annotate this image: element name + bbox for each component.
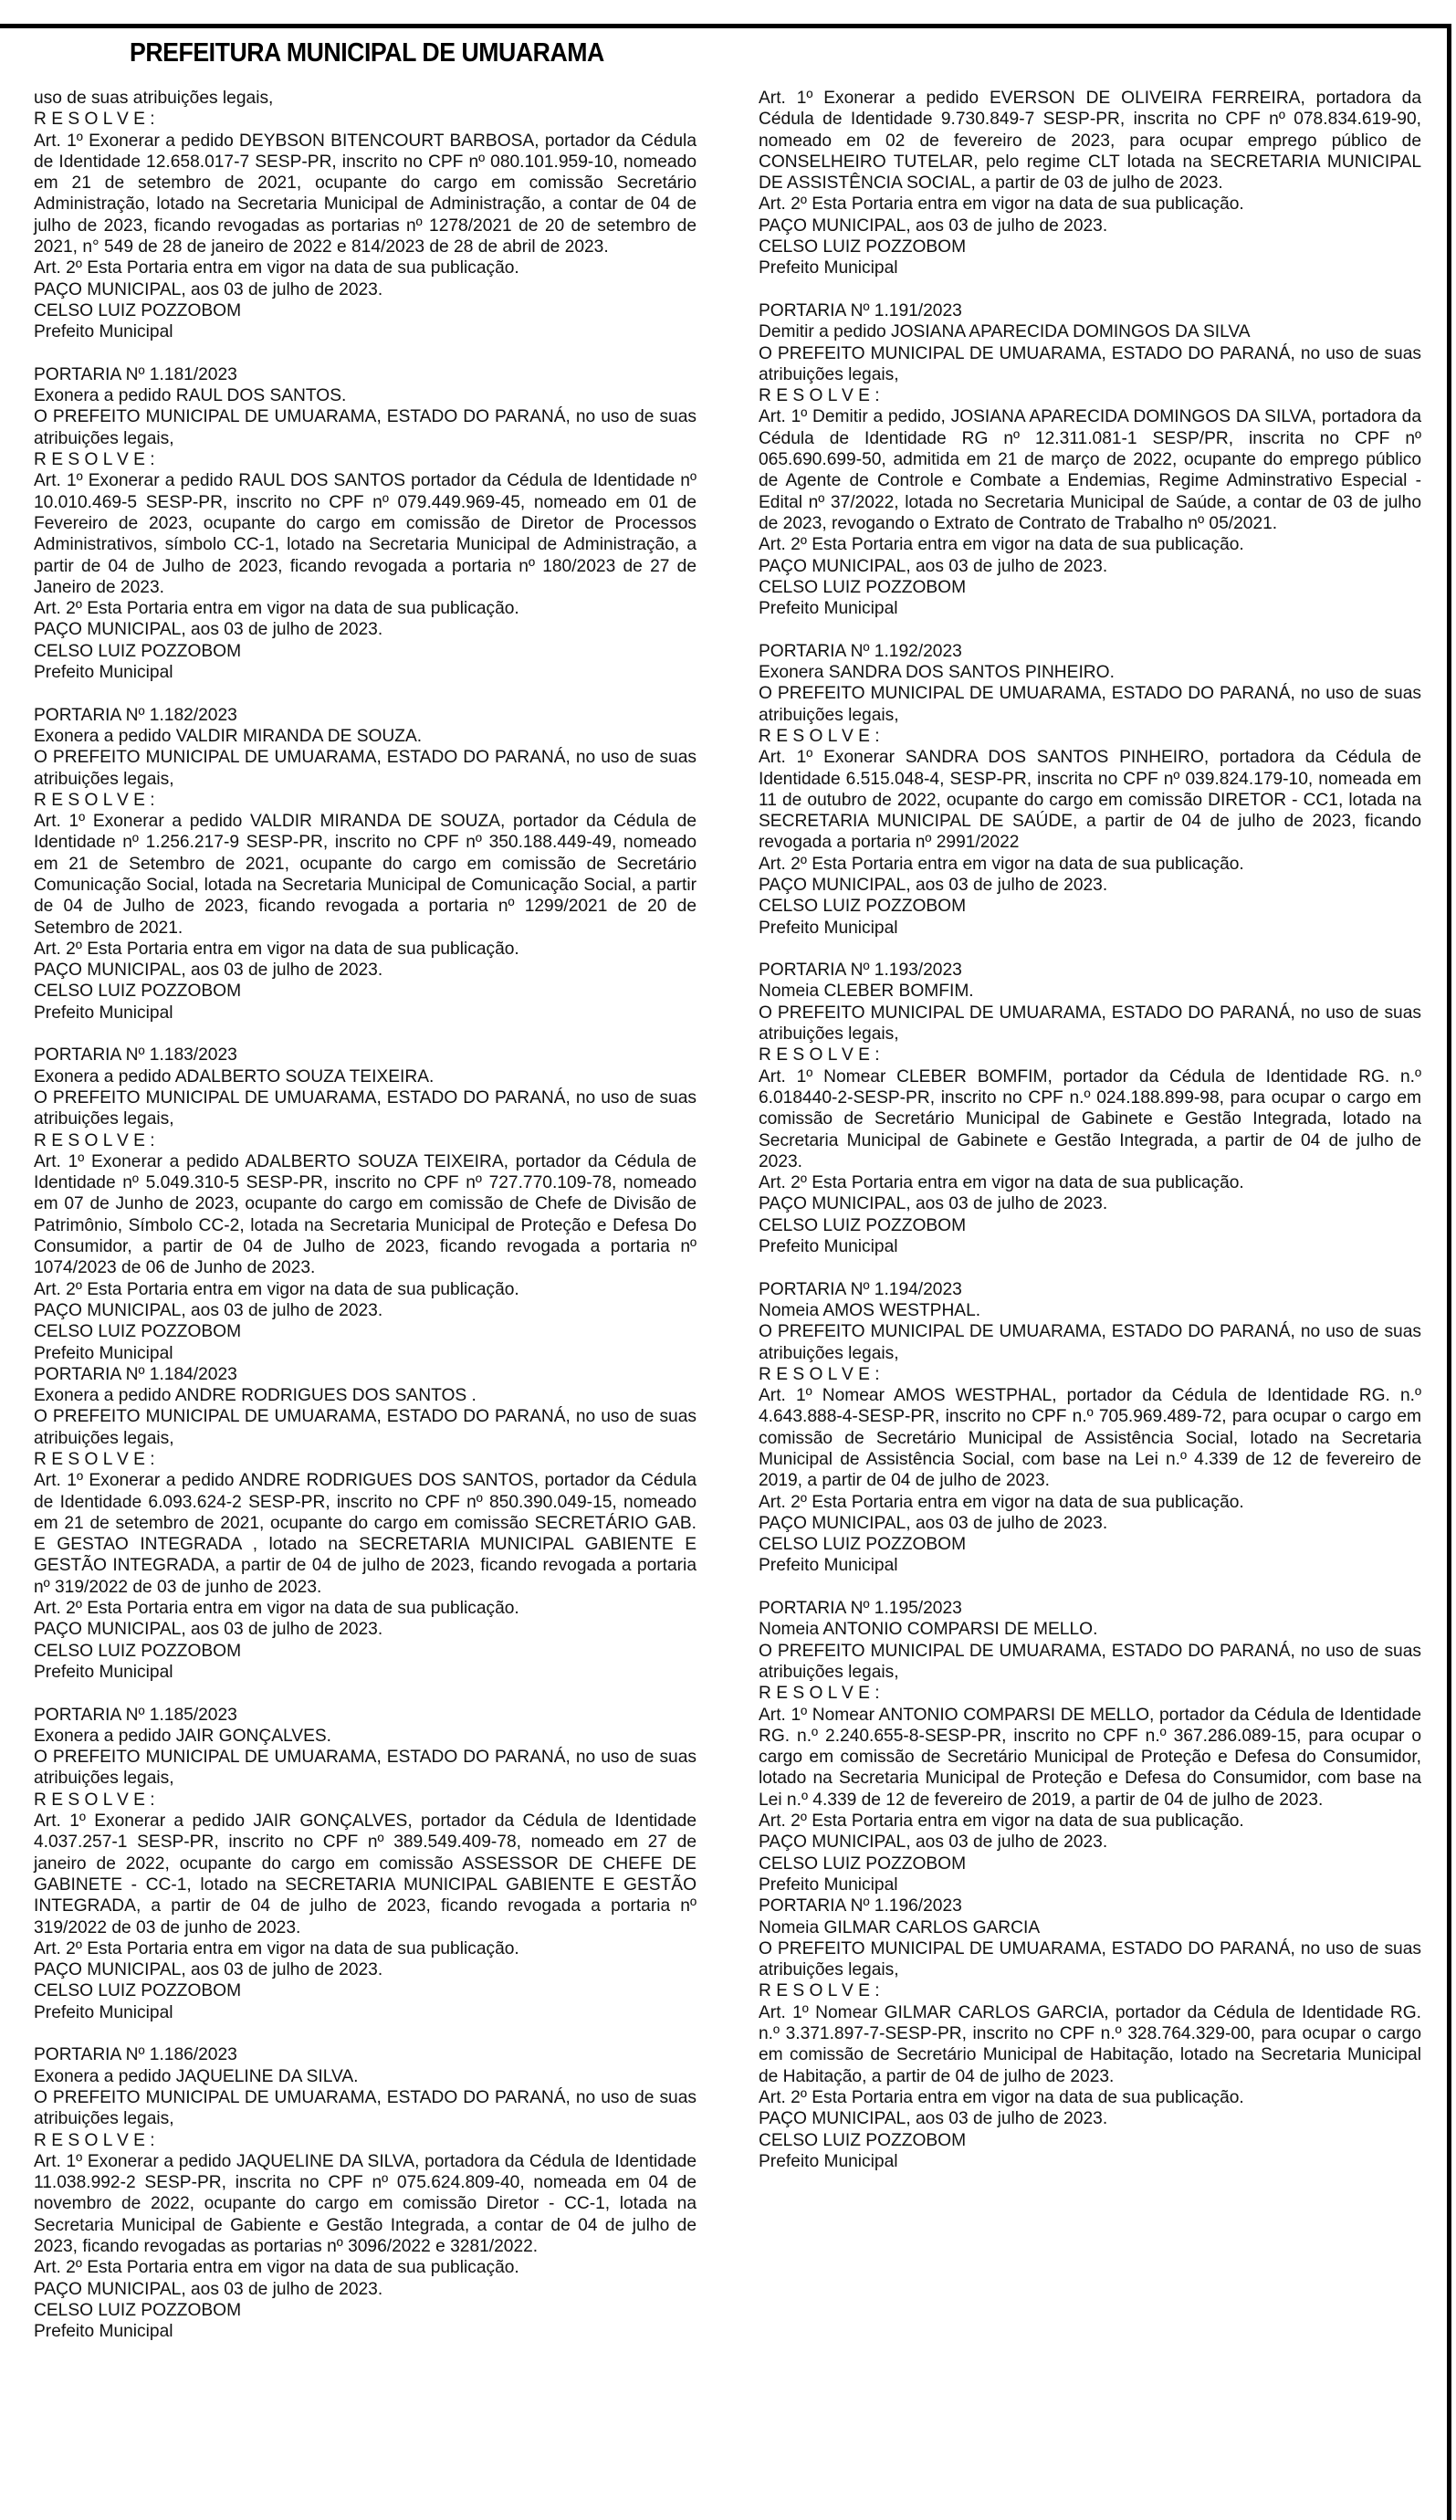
text-line: Prefeito Municipal [759, 1874, 898, 1895]
text-line: CELSO LUIZ POZZOBOM [34, 982, 242, 1002]
text-line: Art. 2º Esta Portaria entra em vigor na data de sua publicação. [759, 1173, 1244, 1193]
text-line: uso de suas atribuições legais, [34, 89, 274, 108]
text-line: CELSO LUIZ POZZOBOM [759, 577, 967, 597]
text-line: Prefeito Municipal [759, 2151, 898, 2171]
text-line: R E S O L V E : [34, 110, 155, 130]
text-line: Art. 2º Esta Portaria entra em vigor na data de sua publicação. [34, 599, 519, 619]
text-line: R E S O L V E : [34, 1130, 155, 1150]
text-line: O PREFEITO MUNICIPAL DE UMUARAMA, ESTADO DO PARANÁ, no uso de suas atribuições legais, [759, 1003, 1421, 1045]
text-line: CELSO LUIZ POZZOBOM [759, 1535, 967, 1555]
text-line: PAÇO MUNICIPAL, aos 03 de julho de 2023. [34, 620, 383, 640]
text-line: Art. 1º Exonerar a pedido ANDRE RODRIGUES DOS SANTOS, portador da Cédula de Identidade 6.093.624-2 SESP-PR, inscrito no CPF nº 850.390.049-15, nomeado em 21 de setembro de 2021, ocupante do cargo em comissão SECRETÁRIO GAB. E GESTAO INTEGRADA , lotado na SECRETARIA MUNICIPAL GABIENTE E GESTÃO INTEGRADA, a partir de 04 de julho de 2023, ficando revogada a portaria nº 319/2022 de 03 de junho de 2023. [34, 1471, 697, 1597]
text-line: Art. 2º Esta Portaria entra em vigor na data de sua publicação. [759, 1811, 1244, 1832]
text-line: O PREFEITO MUNICIPAL DE UMUARAMA, ESTADO DO PARANÁ, no uso de suas atribuições legais, [759, 684, 1421, 725]
text-line: Art. 1º Nomear ANTONIO COMPARSI DE MELLO, portador da Cédula de Identidade RG. n.º 2.240.655-8-SESP-PR, inscrito no CPF n.º 367.286.089-15, para ocupar o cargo em comissão de Secretário Municipal de Proteção e Defesa do Consumidor, lotado na Secretaria Municipal de Proteção e Defesa do Consumidor, com base na Lei n.º 4.339 de 12 de fevereiro de 2019, a partir de 04 de julho de 2023. [759, 1705, 1421, 1810]
text-line: Art. 2º Esta Portaria entra em vigor na data de sua publicação. [34, 1279, 519, 1299]
portaria-block [759, 1279, 1421, 1577]
text-line: PORTARIA Nº 1.195/2023 [759, 1599, 962, 1619]
text-line: CELSO LUIZ POZZOBOM [34, 1322, 242, 1342]
text-line: CELSO LUIZ POZZOBOM [34, 300, 242, 320]
text-line: O PREFEITO MUNICIPAL DE UMUARAMA, ESTADO DO PARANÁ, no uso de suas atribuições legais, [759, 343, 1421, 384]
text-line: O PREFEITO MUNICIPAL DE UMUARAMA, ESTADO DO PARANÁ, no uso de suas atribuições legais, [759, 1938, 1421, 1980]
portaria-block [34, 705, 697, 1024]
text-line: PAÇO MUNICIPAL, aos 03 de julho de 2023. [34, 1960, 383, 1980]
text-line: R E S O L V E : [759, 386, 880, 406]
text-line: Prefeito Municipal [759, 258, 898, 278]
text-line: Art. 1º Exonerar a pedido VALDIR MIRANDA DE SOUZA, portador da Cédula de Identidade nº 1.256.217-9 SESP-PR, inscrito no CPF nº 350.188.449-49, nomeado em 21 de Setembro de 2021, ocupante do cargo em comissão de Secretário Comunicação Social, lotada na Secretaria Municipal de Comunicação Social, a partir de 04 de Julho de 2023, ficando revogada a portaria nº 1299/2021 de 20 de Setembro de 2021. [34, 812, 697, 938]
text-line: O PREFEITO MUNICIPAL DE UMUARAMA, ESTADO DO PARANÁ, no uso de suas atribuições legais, [34, 748, 697, 789]
text-line: Prefeito Municipal [759, 1237, 898, 1257]
text-line: Prefeito Municipal [759, 1556, 898, 1576]
text-line: Nomeia CLEBER BOMFIM. [759, 982, 974, 1002]
portaria-block [759, 300, 1421, 619]
text-line: R E S O L V E : [759, 1045, 880, 1066]
text-line: PORTARIA Nº 1.181/2023 [34, 364, 237, 384]
text-line: R E S O L V E : [34, 2130, 155, 2150]
text-line: CELSO LUIZ POZZOBOM [34, 1641, 242, 1661]
text-line: PAÇO MUNICIPAL, aos 03 de julho de 2023. [759, 215, 1108, 236]
text-line: Prefeito Municipal [759, 599, 898, 619]
text-line: Nomeia GILMAR CARLOS GARCIA [759, 1917, 1041, 1937]
text-line: Prefeito Municipal [759, 918, 898, 938]
text-line: Art. 1º Exonerar a pedido DEYBSON BITENCOURT BARBOSA, portador da Cédula de Identidade 12.658.017-7 SESP-PR, inscrito no CPF nº 080.101.959-10, nomeado em 21 de setembro de 2021, ocupante do cargo em comissão Secretário Administração, lotado na Secretaria Municipal de Administração, a contar de 04 de julho de 2023, ficando revogadas as portarias nº 1278/2021 de 20 de setembro de 2021, n° 549 de 28 de janeiro de 2022 e 814/2023 de 28 de abril de 2023. [34, 131, 697, 257]
text-line: PORTARIA Nº 1.196/2023 [759, 1896, 962, 1916]
text-line: Prefeito Municipal [34, 2322, 173, 2342]
text-line: Prefeito Municipal [34, 1003, 173, 1023]
text-line: Prefeito Municipal [34, 1662, 173, 1682]
text-line: PAÇO MUNICIPAL, aos 03 de julho de 2023. [759, 2109, 1108, 2129]
portaria-block [759, 1598, 1421, 1895]
text-line: Prefeito Municipal [34, 322, 173, 342]
text-line: Art. 1º Exonerar a pedido EVERSON DE OLIVEIRA FERREIRA, portadora da Cédula de Identidade 9.730.849-7 SESP-PR, inscrita no CPF nº 078.834.619-90, nomeado em 02 de fevereiro de 2023, para ocupar emprego público de CONSELHEIRO TUTELAR, pelo regime CLT lotada na SECRETARIA MUNICIPAL DE ASSISTÊNCIA SOCIAL, a partir de 03 de julho de 2023. [759, 89, 1421, 194]
text-line: PORTARIA Nº 1.184/2023 [34, 1364, 237, 1384]
text-line: PAÇO MUNICIPAL, aos 03 de julho de 2023. [759, 1832, 1108, 1853]
portaria-block [759, 1895, 1421, 2172]
text-line: PORTARIA Nº 1.183/2023 [34, 1045, 237, 1066]
text-line: PORTARIA Nº 1.186/2023 [34, 2045, 237, 2065]
text-line: PORTARIA Nº 1.193/2023 [759, 961, 962, 981]
left-column [34, 88, 697, 2364]
text-line: Demitir a pedido JOSIANA APARECIDA DOMINGOS DA SILVA [759, 322, 1251, 342]
text-line: Art. 2º Esta Portaria entra em vigor na data de sua publicação. [34, 258, 519, 278]
text-line: R E S O L V E : [34, 790, 155, 810]
text-line: Art. 1º Demitir a pedido, JOSIANA APARECIDA DOMINGOS DA SILVA, portadora da Cédula de Identidade RG nº 12.311.081-1 SESP/PR, inscrita no CPF nº 065.690.699-50, admitida em 21 de março de 2022, ocupante do emprego público de Agente de Controle e Combate a Endemias, Regime Adminstrativo Especial - Edital nº 37/2022, lotada no Secretaria Municipal de Saúde, a contar de 03 de julho de 2023, revogando o Extrato de Contrato de Trabalho nº 05/2021. [759, 407, 1421, 533]
text-line: PAÇO MUNICIPAL, aos 03 de julho de 2023. [34, 1620, 383, 1640]
text-line: R E S O L V E : [759, 1684, 880, 1704]
text-line: Art. 2º Esta Portaria entra em vigor na data de sua publicação. [759, 2087, 1244, 2107]
text-line: Art. 2º Esta Portaria entra em vigor na data de sua publicação. [34, 2258, 519, 2278]
text-line: Art. 1º Nomear CLEBER BOMFIM, portador da Cédula de Identidade RG. n.º 6.018440-2-SESP-PR, inscrito no CPF n.º 024.188.899-98, para ocupar o cargo em comissão de Secretário Municipal de Gabinete e Gestão Integrada, lotado na Secretaria Municipal de Gabinete e Gestão Integrada, a partir de 04 de julho de 2023. [759, 1066, 1421, 1171]
text-line: PORTARIA Nº 1.182/2023 [34, 705, 237, 725]
text-line: Art. 2º Esta Portaria entra em vigor na data de sua publicação. [759, 1492, 1244, 1512]
page-title: PREFEITURA MUNICIPAL DE UMUARAMA [130, 38, 604, 68]
text-line: Exonera a pedido JAQUELINE DA SILVA. [34, 2066, 359, 2086]
text-line: R E S O L V E : [34, 1790, 155, 1810]
text-line: Art. 1º Exonerar a pedido JAIR GONÇALVES, portador da Cédula de Identidade 4.037.257-1 SESP-PR, inscrito no CPF nº 389.549.409-78, nomeado em 27 de janeiro de 2022, ocupante do cargo em comissão ASSESSOR DE CHEFE DE GABINETE - CC-1, lotado na SECRETARIA MUNICIPAL GABIENTE E GESTÃO INTEGRADA, a partir de 04 de julho de 2023, ficando revogada a portaria nº 319/2022 de 03 de junho de 2023. [34, 1811, 697, 1937]
text-line: Exonera SANDRA DOS SANTOS PINHEIRO. [759, 663, 1115, 683]
portaria-block [34, 1045, 697, 1363]
text-line: PORTARIA Nº 1.192/2023 [759, 641, 962, 661]
text-line: CELSO LUIZ POZZOBOM [759, 897, 967, 917]
text-line: Nomeia AMOS WESTPHAL. [759, 1300, 981, 1320]
text-line: Nomeia ANTONIO COMPARSI DE MELLO. [759, 1620, 1098, 1640]
right-column [759, 88, 1421, 2193]
text-line: Art. 1º Exonerar a pedido JAQUELINE DA SILVA, portadora da Cédula de Identidade 11.038.992-2 SESP-PR, inscrita no CPF nº 075.624.809-40, nomeada em 04 de novembro de 2022, ocupante do cargo em comissão Diretor - CC-1, lotada na Secretaria Municipal de Gabiente e Gestão Integrada, a contar de 04 de julho de 2023, ficando revogadas as portarias nº 3096/2022 e 3281/2022. [34, 2151, 697, 2256]
text-line: CELSO LUIZ POZZOBOM [759, 2130, 967, 2150]
portaria-block [34, 1705, 697, 2023]
text-line: PAÇO MUNICIPAL, aos 03 de julho de 2023. [34, 961, 383, 981]
text-line: PORTARIA Nº 1.191/2023 [759, 300, 962, 320]
text-line: Exonera a pedido JAIR GONÇALVES. [34, 1726, 331, 1746]
text-line: O PREFEITO MUNICIPAL DE UMUARAMA, ESTADO DO PARANÁ, no uso de suas atribuições legais, [34, 1407, 697, 1448]
text-line: Art. 1º Nomear GILMAR CARLOS GARCIA, portador da Cédula de Identidade RG. n.º 3.371.897-7-SESP-PR, inscrito no CPF n.º 328.764.329-00, para ocupar o cargo em comissão de Secretário Municipal de Habitação, lotado na Secretaria Municipal de Habitação, a partir de 04 de julho de 2023. [759, 2002, 1421, 2086]
text-line: Prefeito Municipal [34, 2002, 173, 2022]
text-line: Exonera a pedido ANDRE RODRIGUES DOS SANTOS . [34, 1386, 477, 1406]
text-line: CELSO LUIZ POZZOBOM [759, 237, 967, 257]
text-line: O PREFEITO MUNICIPAL DE UMUARAMA, ESTADO DO PARANÁ, no uso de suas atribuições legais, [34, 1748, 697, 1789]
text-line: Art. 1º Nomear AMOS WESTPHAL, portador da Cédula de Identidade RG. n.º 4.643.888-4-SESP-PR, inscrito no CPF n.º 705.969.489-72, para ocupar o cargo em comissão de Secretário Municipal de Assistência Social, lotado na Secretaria Municipal de Assistência Social, com base na Lei n.º 4.339 de 12 de fevereiro de 2019, a partir de 04 de julho de 2023. [759, 1386, 1421, 1491]
portaria-block [34, 364, 697, 683]
portaria-block [34, 88, 697, 343]
text-line: R E S O L V E : [34, 1450, 155, 1469]
text-line: O PREFEITO MUNICIPAL DE UMUARAMA, ESTADO DO PARANÁ, no uso de suas atribuições legais, [34, 407, 697, 448]
text-line: O PREFEITO MUNICIPAL DE UMUARAMA, ESTADO DO PARANÁ, no uso de suas atribuições legais, [34, 1087, 697, 1129]
text-line: PORTARIA Nº 1.185/2023 [34, 1705, 237, 1725]
text-line: Art. 1º Exonerar a pedido RAUL DOS SANTOS portador da Cédula de Identidade nº 10.010.469-5 SESP-PR, inscrito no CPF nº 079.449.969-45, nomeado em 01 de Fevereiro de 2023, ocupante do cargo em comissão de Diretor de Processos Administrativos, símbolo CC-1, lotado na Secretaria Municipal de Administração, a partir de 04 de Julho de 2023, ficando revogada a portaria nº 180/2023 de 27 de Janeiro de 2023. [34, 471, 697, 597]
text-line: CELSO LUIZ POZZOBOM [34, 1981, 242, 2001]
text-line: PAÇO MUNICIPAL, aos 03 de julho de 2023. [34, 2279, 383, 2299]
text-line: R E S O L V E : [759, 1981, 880, 2001]
text-line: PAÇO MUNICIPAL, aos 03 de julho de 2023. [34, 1300, 383, 1320]
text-line: Exonera a pedido RAUL DOS SANTOS. [34, 386, 347, 406]
text-line: Art. 2º Esta Portaria entra em vigor na data de sua publicação. [759, 535, 1244, 555]
text-line: PORTARIA Nº 1.194/2023 [759, 1279, 962, 1299]
text-line: Art. 2º Esta Portaria entra em vigor na data de sua publicação. [759, 854, 1244, 874]
text-line: Prefeito Municipal [34, 663, 173, 683]
text-line: PAÇO MUNICIPAL, aos 03 de julho de 2023. [34, 279, 383, 299]
text-line: O PREFEITO MUNICIPAL DE UMUARAMA, ESTADO DO PARANÁ, no uso de suas atribuições legais, [759, 1322, 1421, 1363]
text-line: R E S O L V E : [34, 450, 155, 470]
text-line: CELSO LUIZ POZZOBOM [759, 1215, 967, 1235]
text-line: Art. 1º Exonerar a pedido ADALBERTO SOUZA TEIXEIRA, portador da Cédula de Identidade nº 5.049.310-5 SESP-PR, inscrito no CPF nº 727.770.109-78, nomeado em 07 de Junho de 2023, ocupante do cargo em comissão de Chefe de Divisão de Patrimônio, Símbolo CC-2, lotada na Secretaria Municipal de Proteção e Defesa Do Consumidor, a partir de 04 de Julho de 2023, ficando revogada a portaria nº 1074/2023 de 06 de Junho de 2023. [34, 1151, 697, 1278]
text-line: Art. 2º Esta Portaria entra em vigor na data de sua publicação. [34, 1599, 519, 1619]
text-line: Art. 1º Exonerar SANDRA DOS SANTOS PINHEIRO, portadora da Cédula de Identidade 6.515.048-4, SESP-PR, inscrita no CPF nº 039.824.179-10, nomeada em 11 de outubro de 2022, ocupante do cargo em comissão DIRETOR - CC1, lotada na SECRETARIA MUNICIPAL DE SAÚDE, a partir de 04 de julho de 2023, ficando revogada a portaria nº 2991/2022 [759, 748, 1421, 853]
text-line: Prefeito Municipal [34, 1343, 173, 1363]
text-line: CELSO LUIZ POZZOBOM [34, 2300, 242, 2320]
text-line: PAÇO MUNICIPAL, aos 03 de julho de 2023. [759, 556, 1108, 576]
text-line: O PREFEITO MUNICIPAL DE UMUARAMA, ESTADO DO PARANÁ, no uso de suas atribuições legais, [759, 1641, 1421, 1682]
text-line: O PREFEITO MUNICIPAL DE UMUARAMA, ESTADO DO PARANÁ, no uso de suas atribuições legais, [34, 2087, 697, 2129]
text-line: Art. 2º Esta Portaria entra em vigor na data de sua publicação. [34, 939, 519, 959]
text-line: PAÇO MUNICIPAL, aos 03 de julho de 2023. [759, 1194, 1108, 1214]
text-line: R E S O L V E : [759, 726, 880, 746]
portaria-block [759, 88, 1421, 279]
text-line: R E S O L V E : [759, 1364, 880, 1384]
text-line: Exonera a pedido ADALBERTO SOUZA TEIXEIRA. [34, 1066, 435, 1087]
portaria-block [759, 641, 1421, 939]
text-line: Art. 2º Esta Portaria entra em vigor na data de sua publicação. [759, 194, 1244, 215]
portaria-block [34, 1364, 697, 1683]
text-line: Exonera a pedido VALDIR MIRANDA DE SOUZA. [34, 726, 423, 746]
portaria-block [34, 2044, 697, 2342]
text-line: Art. 2º Esta Portaria entra em vigor na data de sua publicação. [34, 1938, 519, 1958]
text-line: PAÇO MUNICIPAL, aos 03 de julho de 2023. [759, 875, 1108, 895]
text-line: PAÇO MUNICIPAL, aos 03 de julho de 2023. [759, 1513, 1108, 1533]
portaria-block [759, 960, 1421, 1257]
text-line: CELSO LUIZ POZZOBOM [759, 1853, 967, 1874]
text-line: CELSO LUIZ POZZOBOM [34, 641, 242, 661]
